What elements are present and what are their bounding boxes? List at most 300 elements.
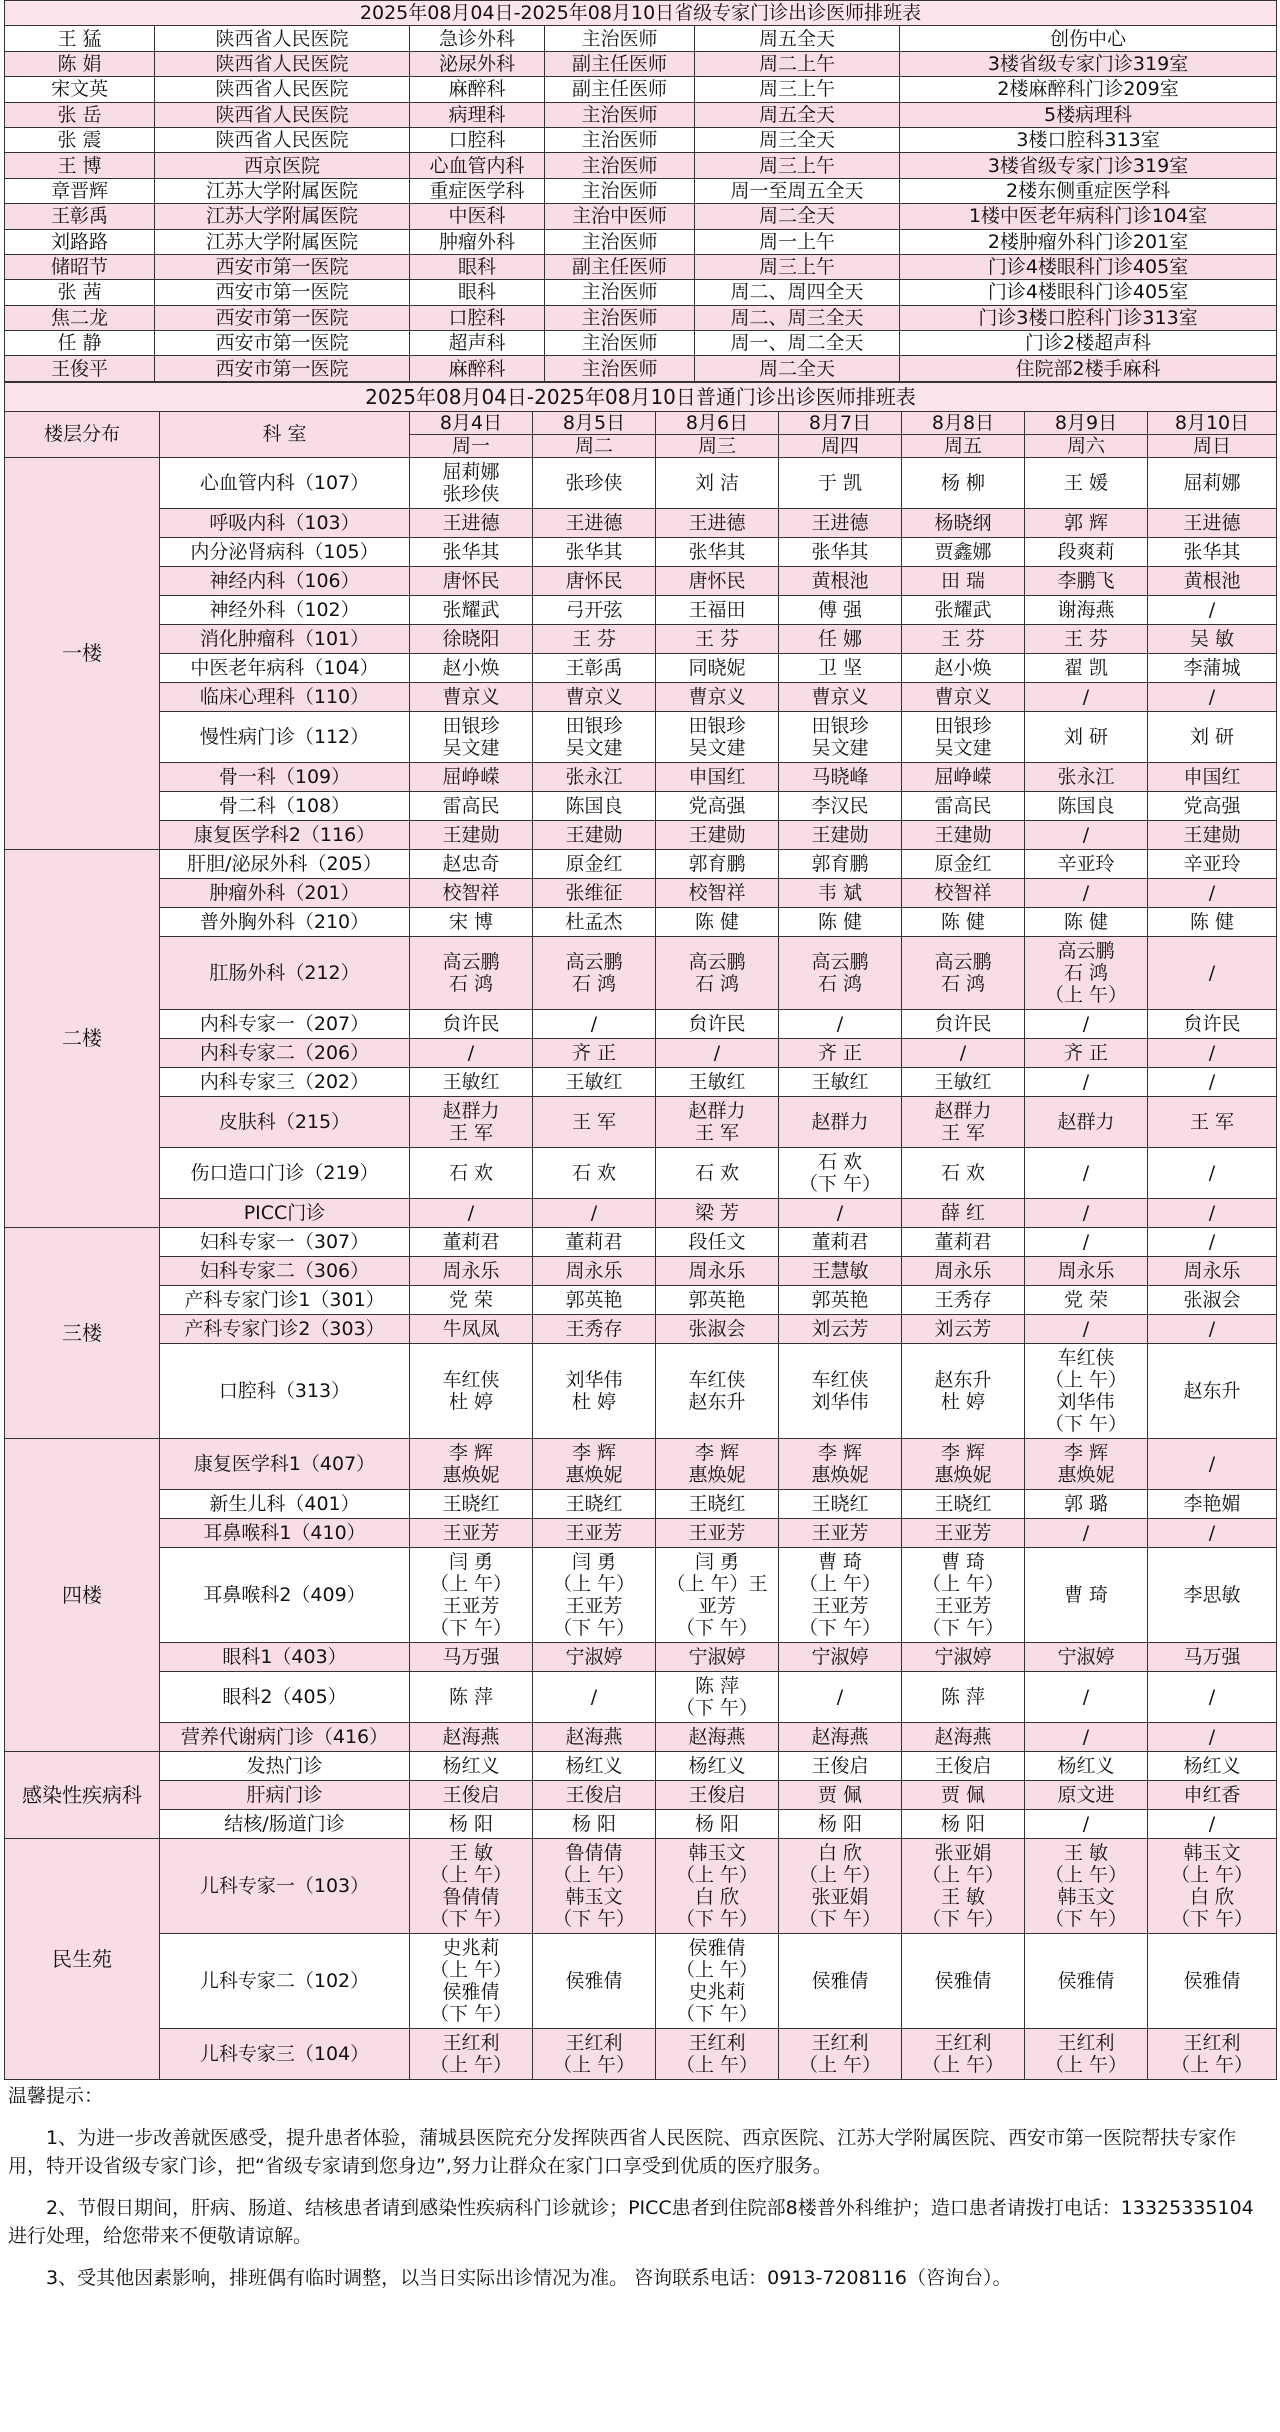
- hospital: 陕西省人民医院: [155, 51, 410, 76]
- department-name: 慢性病门诊（112）: [160, 711, 410, 762]
- doctor-cell: 王 芬: [902, 624, 1025, 653]
- doctor-cell: 党高强: [656, 791, 779, 820]
- department-name: 产科专家门诊2（303）: [160, 1314, 410, 1343]
- schedule-row: [5, 1147, 1277, 1198]
- doctor-cell: 王红利 （上 午）: [902, 2028, 1025, 2079]
- title: 主治中医师: [545, 204, 695, 229]
- doctor-cell: 薛 红: [902, 1198, 1025, 1227]
- doctor-cell: 杨晓纲: [902, 508, 1025, 537]
- department-name: 骨一科（109）: [160, 762, 410, 791]
- doctor-cell: 谢海燕: [1025, 595, 1148, 624]
- department: 眼科: [410, 254, 545, 279]
- doctor-cell: 王福田: [656, 595, 779, 624]
- doctor-cell: /: [1148, 1722, 1277, 1751]
- clinic-time: 周三上午: [695, 77, 900, 102]
- doctor-cell: 张珍侠: [533, 457, 656, 508]
- department-name: 肝胆/泌尿外科（205）: [160, 849, 410, 878]
- doctor-cell: 周永乐: [533, 1256, 656, 1285]
- doctor-cell: 宁淑婷: [533, 1642, 656, 1671]
- doctor-cell: 石 欢: [410, 1147, 533, 1198]
- doctor-cell: 梁 芳: [656, 1198, 779, 1227]
- doctor-cell: 宋 博: [410, 907, 533, 936]
- doctor-cell: 唐怀民: [656, 566, 779, 595]
- department-name: 口腔科（313）: [160, 1343, 410, 1438]
- doctor-cell: /: [1148, 1227, 1277, 1256]
- doctor-cell: 王 芬: [656, 624, 779, 653]
- provincial-schedule-table: [4, 0, 1277, 382]
- doctor-cell: 王敏红: [779, 1067, 902, 1096]
- doctor-cell: 田银珍 吴文建: [410, 711, 533, 762]
- doctor-cell: 辛亚玲: [1025, 849, 1148, 878]
- doctor-cell: 韦 斌: [779, 878, 902, 907]
- clinic-time: 周五全天: [695, 26, 900, 51]
- schedule-row: [5, 682, 1277, 711]
- doctor-cell: 党 荣: [1025, 1285, 1148, 1314]
- doctor-cell: 赵海燕: [779, 1722, 902, 1751]
- doctor-cell: /: [1148, 936, 1277, 1009]
- doctor-cell: /: [779, 1671, 902, 1722]
- doctor-cell: 车红侠 赵东升: [656, 1343, 779, 1438]
- doctor-cell: 陈 健: [902, 907, 1025, 936]
- notes-section: [0, 2082, 1280, 2292]
- schedule-row: [5, 1933, 1277, 2028]
- doctor-cell: 石 欢 （下 午）: [779, 1147, 902, 1198]
- doctor-cell: 段任文: [656, 1227, 779, 1256]
- doctor-cell: /: [1025, 1722, 1148, 1751]
- doctor-cell: 王 敏 （上 午） 鲁倩倩 （下 午）: [410, 1838, 533, 1933]
- clinic-time: 周二、周四全天: [695, 280, 900, 305]
- weekday-header: 周四: [779, 434, 902, 457]
- doctor-cell: 王晓红: [410, 1489, 533, 1518]
- doctor-cell: 赵群力: [779, 1096, 902, 1147]
- department-name: 内科专家一（207）: [160, 1009, 410, 1038]
- doctor-cell: 赵忠奇: [410, 849, 533, 878]
- schedule-row: [5, 791, 1277, 820]
- doctor-cell: 曹 琦 （上 午） 王亚芳 （下 午）: [902, 1547, 1025, 1642]
- doctor-cell: /: [1025, 1009, 1148, 1038]
- doctor-cell: 曹 琦 （上 午） 王亚芳 （下 午）: [779, 1547, 902, 1642]
- doctor-cell: 刘云芳: [902, 1314, 1025, 1343]
- doctor-cell: 高云鹏 石 鸿: [902, 936, 1025, 1009]
- doctor-cell: 王敏红: [902, 1067, 1025, 1096]
- doctor-cell: 曹京义: [902, 682, 1025, 711]
- department: 肿瘤外科: [410, 229, 545, 254]
- doctor-cell: 杜孟杰: [533, 907, 656, 936]
- doctor-cell: 董莉君: [779, 1227, 902, 1256]
- date-header: 8月5日: [533, 411, 656, 434]
- doctor-cell: 唐怀民: [410, 566, 533, 595]
- doctor-cell: 郭英艳: [656, 1285, 779, 1314]
- doctor-cell: 陈 萍 （下 午）: [656, 1671, 779, 1722]
- clinic-location: 门诊2楼超声科: [900, 331, 1277, 356]
- title: 主治医师: [545, 127, 695, 152]
- schedule-row: [5, 566, 1277, 595]
- doctor-cell: 张维征: [533, 878, 656, 907]
- schedule-row: [5, 1780, 1277, 1809]
- schedule-row: [5, 653, 1277, 682]
- provincial-row: [5, 305, 1277, 330]
- department: 超声科: [410, 331, 545, 356]
- doctor-cell: 李 辉 惠焕妮: [533, 1438, 656, 1489]
- department-name: 内科专家二（206）: [160, 1038, 410, 1067]
- doctor-cell: 杨红义: [1148, 1751, 1277, 1780]
- doctor-name: 陈 娟: [5, 51, 155, 76]
- doctor-cell: 校智祥: [410, 878, 533, 907]
- doctor-name: 王俊平: [5, 356, 155, 381]
- doctor-cell: /: [1148, 1671, 1277, 1722]
- doctor-cell: 马万强: [1148, 1642, 1277, 1671]
- doctor-cell: 王俊启: [779, 1751, 902, 1780]
- doctor-cell: 王红利 （上 午）: [779, 2028, 902, 2079]
- date-header: 8月9日: [1025, 411, 1148, 434]
- doctor-cell: 刘云芳: [779, 1314, 902, 1343]
- doctor-cell: 郭 璐: [1025, 1489, 1148, 1518]
- doctor-cell: 郭 辉: [1025, 508, 1148, 537]
- hospital: 西安市第一医院: [155, 305, 410, 330]
- department-name: 康复医学科2（116）: [160, 820, 410, 849]
- doctor-cell: 王进德: [410, 508, 533, 537]
- doctor-cell: 辛亚玲: [1148, 849, 1277, 878]
- doctor-cell: /: [1025, 1227, 1148, 1256]
- title: 主治医师: [545, 153, 695, 178]
- doctor-cell: 王红利 （上 午）: [533, 2028, 656, 2079]
- doctor-cell: 赵海燕: [410, 1722, 533, 1751]
- doctor-cell: 杨红义: [533, 1751, 656, 1780]
- doctor-cell: 杨 阳: [779, 1809, 902, 1838]
- doctor-cell: 侯雅倩: [533, 1933, 656, 2028]
- schedule-row: [5, 1438, 1277, 1489]
- doctor-cell: /: [1025, 878, 1148, 907]
- floor-header: 楼层分布: [5, 411, 160, 457]
- doctor-cell: /: [1025, 1198, 1148, 1227]
- doctor-cell: /: [1148, 1518, 1277, 1547]
- weekday-header: 周六: [1025, 434, 1148, 457]
- department-name: 营养代谢病门诊（416）: [160, 1722, 410, 1751]
- department: 心血管内科: [410, 153, 545, 178]
- doctor-cell: 王慧敏: [779, 1256, 902, 1285]
- schedule-row: [5, 1751, 1277, 1780]
- doctor-cell: 宁淑婷: [779, 1642, 902, 1671]
- doctor-cell: 鲁倩倩 （上 午） 韩玉文 （下 午）: [533, 1838, 656, 1933]
- doctor-cell: 石 欢: [656, 1147, 779, 1198]
- doctor-cell: 李汉民: [779, 791, 902, 820]
- doctor-cell: /: [1148, 1067, 1277, 1096]
- doctor-cell: /: [533, 1671, 656, 1722]
- department-name: 普外胸外科（210）: [160, 907, 410, 936]
- doctor-cell: 高云鹏 石 鸿: [656, 936, 779, 1009]
- doctor-cell: 田银珍 吴文建: [533, 711, 656, 762]
- doctor-cell: 张华其: [1148, 537, 1277, 566]
- clinic-location: 创伤中心: [900, 26, 1277, 51]
- doctor-cell: 屈峥嵘: [902, 762, 1025, 791]
- doctor-cell: 贠许民: [656, 1009, 779, 1038]
- doctor-cell: 李 辉 惠焕妮: [779, 1438, 902, 1489]
- doctor-cell: 王红利 （上 午）: [1148, 2028, 1277, 2079]
- doctor-cell: 陈 萍: [902, 1671, 1025, 1722]
- schedule-row: [5, 1096, 1277, 1147]
- department-name: 妇科专家一（307）: [160, 1227, 410, 1256]
- doctor-cell: 于 凯: [779, 457, 902, 508]
- doctor-cell: 曹京义: [779, 682, 902, 711]
- doctor-cell: /: [1148, 1038, 1277, 1067]
- doctor-cell: 刘 洁: [656, 457, 779, 508]
- doctor-cell: 郭育鹏: [656, 849, 779, 878]
- schedule-row: [5, 820, 1277, 849]
- doctor-cell: 校智祥: [902, 878, 1025, 907]
- doctor-cell: 王 芬: [533, 624, 656, 653]
- doctor-name: 焦二龙: [5, 305, 155, 330]
- doctor-cell: 高云鹏 石 鸿: [410, 936, 533, 1009]
- doctor-cell: 车红侠 刘华伟: [779, 1343, 902, 1438]
- doctor-cell: 曹 琦: [1025, 1547, 1148, 1642]
- department-name: 眼科2（405）: [160, 1671, 410, 1722]
- doctor-cell: 刘华伟 杜 婷: [533, 1343, 656, 1438]
- doctor-cell: 李思敏: [1148, 1547, 1277, 1642]
- weekday-header: 周日: [1148, 434, 1277, 457]
- schedule-row: [5, 1067, 1277, 1096]
- doctor-cell: 杨红义: [410, 1751, 533, 1780]
- doctor-cell: 侯雅倩: [902, 1933, 1025, 2028]
- doctor-cell: 张永江: [533, 762, 656, 791]
- doctor-cell: 王进德: [533, 508, 656, 537]
- doctor-cell: 原金红: [533, 849, 656, 878]
- doctor-cell: 赵小焕: [410, 653, 533, 682]
- doctor-cell: 原金红: [902, 849, 1025, 878]
- provincial-table-title: 2025年08月04日-2025年08月10日省级专家门诊出诊医师排班表: [5, 1, 1277, 26]
- schedule-row: [5, 1671, 1277, 1722]
- doctor-cell: 周永乐: [656, 1256, 779, 1285]
- doctor-cell: 王敏红: [410, 1067, 533, 1096]
- doctor-cell: 党高强: [1148, 791, 1277, 820]
- doctor-cell: 齐 正: [533, 1038, 656, 1067]
- doctor-cell: 王进德: [656, 508, 779, 537]
- provincial-row: [5, 356, 1277, 381]
- provincial-row: [5, 102, 1277, 127]
- doctor-cell: 郭英艳: [779, 1285, 902, 1314]
- doctor-cell: 闫 勇 （上 午） 王亚芳 （下 午）: [533, 1547, 656, 1642]
- schedule-row: [5, 711, 1277, 762]
- general-table-title: 2025年08月04日-2025年08月10日普通门诊出诊医师排班表: [5, 382, 1277, 411]
- doctor-cell: 田银珍 吴文建: [902, 711, 1025, 762]
- doctor-cell: 雷高民: [902, 791, 1025, 820]
- doctor-cell: 董莉君: [533, 1227, 656, 1256]
- doctor-cell: 屈峥嵘: [410, 762, 533, 791]
- doctor-cell: 申国红: [656, 762, 779, 791]
- title: 主治医师: [545, 229, 695, 254]
- doctor-cell: 李 辉 惠焕妮: [656, 1438, 779, 1489]
- clinic-location: 住院部2楼手麻科: [900, 356, 1277, 381]
- note-item-1: 1、为进一步改善就医感受，提升患者体验，蒲城县医院充分发挥陕西省人民医院、西京医院、江苏大学附属医院、西安市第一医院帮扶专家作用，特开设省级专家门诊，把“省级专家请到您身边”,努力让群众在家门口享受到优质的医疗服务。: [8, 2126, 1237, 2177]
- provincial-row: [5, 51, 1277, 76]
- doctor-cell: /: [1025, 1809, 1148, 1838]
- dept-header: 科 室: [160, 411, 410, 457]
- doctor-cell: 董莉君: [410, 1227, 533, 1256]
- department-name: PICC门诊: [160, 1198, 410, 1227]
- doctor-cell: 王 军: [1148, 1096, 1277, 1147]
- doctor-cell: 张华其: [410, 537, 533, 566]
- schedule-row: [5, 1809, 1277, 1838]
- notes-heading: 温馨提示：: [8, 2084, 104, 2107]
- provincial-row: [5, 229, 1277, 254]
- hospital: 西安市第一医院: [155, 356, 410, 381]
- doctor-cell: /: [533, 1198, 656, 1227]
- schedule-row: [5, 1227, 1277, 1256]
- doctor-cell: 王秀存: [902, 1285, 1025, 1314]
- doctor-cell: 史兆莉 （上 午） 侯雅倩 （下 午）: [410, 1933, 533, 2028]
- doctor-cell: 王彰禹: [533, 653, 656, 682]
- provincial-row: [5, 178, 1277, 203]
- doctor-cell: 赵海燕: [902, 1722, 1025, 1751]
- schedule-row: [5, 1256, 1277, 1285]
- schedule-row: [5, 878, 1277, 907]
- doctor-cell: 陈国良: [533, 791, 656, 820]
- department-name: 皮肤科（215）: [160, 1096, 410, 1147]
- doctor-cell: 党 荣: [410, 1285, 533, 1314]
- doctor-cell: 张淑会: [1148, 1285, 1277, 1314]
- doctor-cell: 曹京义: [656, 682, 779, 711]
- doctor-cell: 吴 敏: [1148, 624, 1277, 653]
- doctor-cell: 王建勋: [902, 820, 1025, 849]
- department-name: 神经外科（102）: [160, 595, 410, 624]
- title: 主治医师: [545, 331, 695, 356]
- doctor-cell: 马晓峰: [779, 762, 902, 791]
- title: 主治医师: [545, 178, 695, 203]
- doctor-cell: /: [1025, 682, 1148, 711]
- doctor-cell: /: [1025, 1147, 1148, 1198]
- department: 麻醉科: [410, 356, 545, 381]
- doctor-cell: 王进德: [779, 508, 902, 537]
- doctor-cell: /: [1148, 1198, 1277, 1227]
- doctor-cell: 王 媛: [1025, 457, 1148, 508]
- doctor-cell: 王俊启: [902, 1751, 1025, 1780]
- schedule-row: [5, 457, 1277, 508]
- doctor-cell: 杨 阳: [656, 1809, 779, 1838]
- doctor-cell: 张淑会: [656, 1314, 779, 1343]
- doctor-cell: 王晓红: [779, 1489, 902, 1518]
- doctor-cell: 王晓红: [902, 1489, 1025, 1518]
- department-name: 康复医学科1（407）: [160, 1438, 410, 1489]
- doctor-cell: /: [1148, 1147, 1277, 1198]
- department-name: 儿科专家三（104）: [160, 2028, 410, 2079]
- doctor-name: 储昭节: [5, 254, 155, 279]
- provincial-row: [5, 280, 1277, 305]
- doctor-cell: 王建勋: [533, 820, 656, 849]
- doctor-cell: 原文进: [1025, 1780, 1148, 1809]
- doctor-cell: 赵海燕: [533, 1722, 656, 1751]
- floor-label: 一楼: [5, 457, 160, 849]
- doctor-cell: 白 欣 （上 午） 张亚娟 （下 午）: [779, 1838, 902, 1933]
- hospital: 陕西省人民医院: [155, 77, 410, 102]
- title: 主治医师: [545, 356, 695, 381]
- doctor-cell: 宁淑婷: [902, 1642, 1025, 1671]
- doctor-name: 任 静: [5, 331, 155, 356]
- doctor-cell: 雷高民: [410, 791, 533, 820]
- department-name: 心血管内科（107）: [160, 457, 410, 508]
- doctor-cell: 石 欢: [533, 1147, 656, 1198]
- doctor-cell: 侯雅倩: [779, 1933, 902, 2028]
- doctor-cell: 贠许民: [410, 1009, 533, 1038]
- hospital: 西京医院: [155, 153, 410, 178]
- clinic-location: 门诊4楼眼科门诊405室: [900, 254, 1277, 279]
- schedule-row: [5, 1009, 1277, 1038]
- schedule-row: [5, 2028, 1277, 2079]
- clinic-location: 3楼省级专家门诊319室: [900, 153, 1277, 178]
- hospital: 江苏大学附属医院: [155, 178, 410, 203]
- doctor-cell: 牛凤凤: [410, 1314, 533, 1343]
- doctor-cell: 王建勋: [1148, 820, 1277, 849]
- doctor-cell: 陈 健: [656, 907, 779, 936]
- clinic-location: 5楼病理科: [900, 102, 1277, 127]
- doctor-cell: /: [1025, 1518, 1148, 1547]
- doctor-cell: 贾 佩: [902, 1780, 1025, 1809]
- date-header: 8月4日: [410, 411, 533, 434]
- floor-label: 感染性疾病科: [5, 1751, 160, 1838]
- doctor-cell: 张华其: [533, 537, 656, 566]
- doctor-cell: 翟 凯: [1025, 653, 1148, 682]
- title: 副主任医师: [545, 77, 695, 102]
- weekday-header: 周二: [533, 434, 656, 457]
- schedule-row: [5, 1642, 1277, 1671]
- department-name: 新生儿科（401）: [160, 1489, 410, 1518]
- doctor-cell: 王亚芳: [656, 1518, 779, 1547]
- schedule-row: [5, 849, 1277, 878]
- doctor-cell: 贠许民: [902, 1009, 1025, 1038]
- clinic-location: 2楼东侧重症医学科: [900, 178, 1277, 203]
- doctor-cell: 闫 勇 （上 午）王 亚芳 （下 午）: [656, 1547, 779, 1642]
- clinic-time: 周三上午: [695, 153, 900, 178]
- general-schedule-table: [4, 382, 1277, 2080]
- date-header: 8月6日: [656, 411, 779, 434]
- department-name: 发热门诊: [160, 1751, 410, 1780]
- doctor-cell: /: [1025, 820, 1148, 849]
- schedule-row: [5, 1838, 1277, 1933]
- weekday-header: 周三: [656, 434, 779, 457]
- clinic-time: 周二全天: [695, 204, 900, 229]
- doctor-cell: 韩玉文 （上 午） 白 欣 （下 午）: [1148, 1838, 1277, 1933]
- doctor-cell: 杨红义: [656, 1751, 779, 1780]
- schedule-row: [5, 1314, 1277, 1343]
- department: 泌尿外科: [410, 51, 545, 76]
- schedule-row: [5, 936, 1277, 1009]
- doctor-cell: 张耀武: [410, 595, 533, 624]
- doctor-cell: 王亚芳: [902, 1518, 1025, 1547]
- weekday-header: 周一: [410, 434, 533, 457]
- date-header: 8月10日: [1148, 411, 1277, 434]
- doctor-cell: 王俊启: [410, 1780, 533, 1809]
- doctor-cell: 侯雅倩: [1025, 1933, 1148, 2028]
- doctor-cell: 王俊启: [533, 1780, 656, 1809]
- provincial-row: [5, 26, 1277, 51]
- department-name: 神经内科（106）: [160, 566, 410, 595]
- provincial-row: [5, 331, 1277, 356]
- doctor-cell: 申红香: [1148, 1780, 1277, 1809]
- doctor-cell: 贠许民: [1148, 1009, 1277, 1038]
- doctor-cell: 宁淑婷: [656, 1642, 779, 1671]
- hospital: 西安市第一医院: [155, 280, 410, 305]
- doctor-cell: 贾 佩: [779, 1780, 902, 1809]
- doctor-cell: 田银珍 吴文建: [656, 711, 779, 762]
- doctor-cell: 赵东升 杜 婷: [902, 1343, 1025, 1438]
- department: 中医科: [410, 204, 545, 229]
- department-name: 耳鼻喉科2（409）: [160, 1547, 410, 1642]
- doctor-cell: 王晓红: [656, 1489, 779, 1518]
- doctor-cell: 王建勋: [410, 820, 533, 849]
- doctor-name: 王彰禹: [5, 204, 155, 229]
- doctor-cell: 闫 勇 （上 午） 王亚芳 （下 午）: [410, 1547, 533, 1642]
- department-name: 肝病门诊: [160, 1780, 410, 1809]
- schedule-row: [5, 1722, 1277, 1751]
- doctor-cell: 周永乐: [1025, 1256, 1148, 1285]
